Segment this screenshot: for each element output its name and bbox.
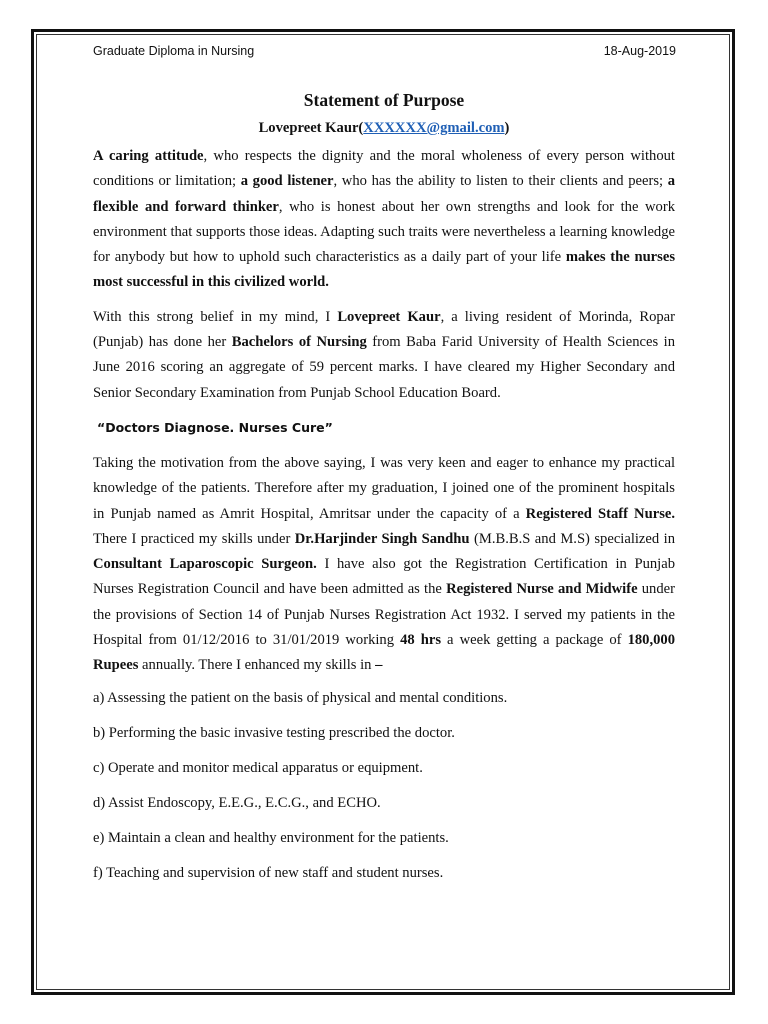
document-body: [93, 88, 675, 886]
paragraph-intro: [93, 144, 675, 296]
header-program: Graduate Diploma in Nursing: [93, 44, 255, 58]
bold-text: 180,000 Rupees: [93, 632, 676, 674]
text-run: from Baba Farid University of Health Sciences in June 2016 scoring an aggregate of 59 percent marks. I have cleared my Higher Secondary and Senior Secondary Examination from Punjab School Education Board.: [93, 334, 675, 401]
bold-text: a good listener: [240, 173, 334, 190]
list-item: f) Teaching and supervision of new staff and student nurses.: [93, 865, 444, 882]
quote: “Doctors Diagnose. Nurses Cure”: [97, 419, 333, 435]
list-item: c) Operate and monitor medical apparatus or equipment.: [93, 759, 423, 776]
text-run: , who is honest about her own strengths and look for the work environment that supports those ideas. Adapting such traits were nevertheless a learning knowledge for anybody but how to uphold such characteristics as a daily part of your life: [93, 198, 675, 266]
page-header: [93, 44, 676, 62]
bold-text: –: [375, 657, 383, 674]
paragraph-background: [93, 305, 675, 406]
list-item: d) Assist Endoscopy, E.E.G., E.C.G., and ECHO.: [93, 794, 381, 811]
text-run: , a living resident of Morinda, Ropar (Punjab) has done her: [93, 308, 675, 351]
document-title: Statement of Purpose: [303, 90, 465, 110]
paragraph-experience: [93, 451, 675, 679]
list-item: e) Maintain a clean and healthy environment for the patients.: [93, 830, 449, 847]
bold-text: Registered Nurse and Midwife: [446, 581, 638, 598]
bold-text: makes the nurses most successful in this civilized world.: [93, 249, 675, 291]
list-item: a) Assessing the patient on the basis of physical and mental conditions.: [93, 689, 508, 706]
author-line: [93, 118, 675, 138]
bold-text: 48 hrs: [400, 632, 441, 649]
bold-text: Bachelors of Nursing: [231, 334, 367, 351]
text-run: There I practiced my skills under: [93, 530, 295, 547]
text-run: under the provisions of Section 14 of Punjab Nurses Registration Act 1932. I served my patients in the Hospital from 01/12/2016 to 31/01/2019 working: [93, 581, 675, 649]
text-run: I have also got the Registration Certification in Punjab Nurses Registration Council and have been admitted as the: [93, 556, 675, 598]
bold-text: Registered Staff Nurse.: [525, 505, 675, 522]
author-email-link[interactable]: XXXXXX@gmail.com: [363, 120, 505, 136]
text-run: With this strong belief in my mind, I: [93, 308, 338, 325]
author-name: Lovepreet Kaur(: [258, 120, 364, 136]
bold-text: A caring attitude: [93, 148, 204, 164]
text-run: , who respects the dignity and the moral wholeness of every person without conditions or limitation;: [93, 148, 675, 190]
text-run: a week getting a package of: [441, 632, 628, 649]
text-run: annually. There I enhanced my skills in: [138, 657, 376, 674]
skills-list: [93, 686, 675, 887]
author-close: ): [504, 120, 510, 136]
list-item: b) Performing the basic invasive testing prescribed the doctor.: [93, 724, 455, 741]
bold-text: Dr.Harjinder Singh Sandhu: [294, 530, 470, 547]
text-run: , who has the ability to listen to their clients and peers;: [333, 173, 668, 190]
text-run: (M.B.B.S and M.S) specialized in: [469, 530, 675, 547]
text-run: Taking the motivation from the above saying, I was very keen and eager to enhance my practical knowledge of the patients. Therefore after my graduation, I joined one of the prominent hospitals in Punjab named as Amrit Hospital, Amritsar under the capacity of a: [93, 454, 675, 522]
bold-text: a flexible and forward thinker: [93, 173, 675, 215]
header-date: 18-Aug-2019: [603, 44, 676, 58]
bold-text: Consultant Laparoscopic Surgeon.: [93, 556, 317, 573]
bold-text: Lovepreet Kaur: [337, 308, 441, 325]
